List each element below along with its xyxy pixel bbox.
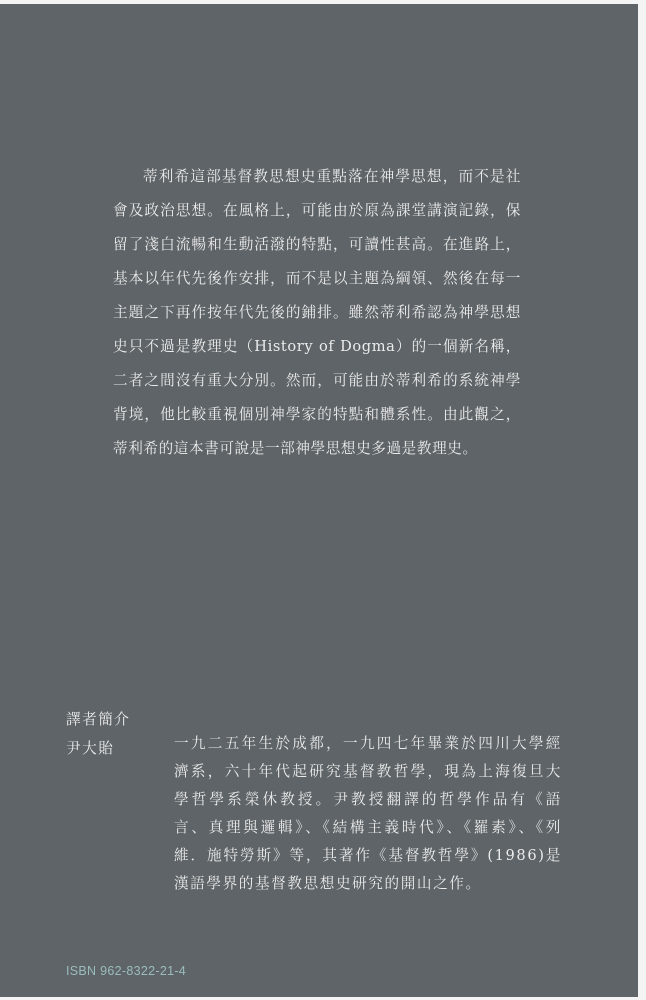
scan-edge-right — [638, 0, 646, 1000]
translator-name: 尹大貽 — [66, 740, 115, 757]
isbn-number: ISBN 962-8322-21-4 — [66, 964, 187, 978]
translator-heading: 譯者簡介 — [66, 711, 131, 728]
translator-bio: 一九二五年生於成都，一九四七年畢業於四川大學經濟系，六十年代起研究基督教哲學，現為上海復旦大學哲學系榮休教授。尹教授翻譯的哲學作品有《語言、真理與邏輯》、《結構主義時代》、《羅素》、《列維．施特勞斯》等，其著作《基督教哲學》(1986)是漢語學界的基督教思想史研究的開山之作。 — [174, 735, 562, 892]
intro-paragraph: 蒂利希這部基督教思想史重點落在神學思想，而不是社會及政治思想。在風格上，可能由於原為課堂講演記錄，保留了淺白流暢和生動活潑的特點，可讀性甚高。在進路上，基本以年代先後作安排，而不是以主題為綱領、然後在每一主題之下再作按年代先後的鋪排。雖然蒂利希認為神學思想史只不過是教理史（History of Dogma）的一個新名稱，二者之間沒有重大分別。然而，可能由於蒂利希的系統神學背境，他比較重視個別神學家的特點和體系性。由此觀之，蒂利希的這本書可說是一部神學思想史多過是教理史。 — [113, 168, 521, 457]
scan-edge-top — [0, 0, 646, 4]
